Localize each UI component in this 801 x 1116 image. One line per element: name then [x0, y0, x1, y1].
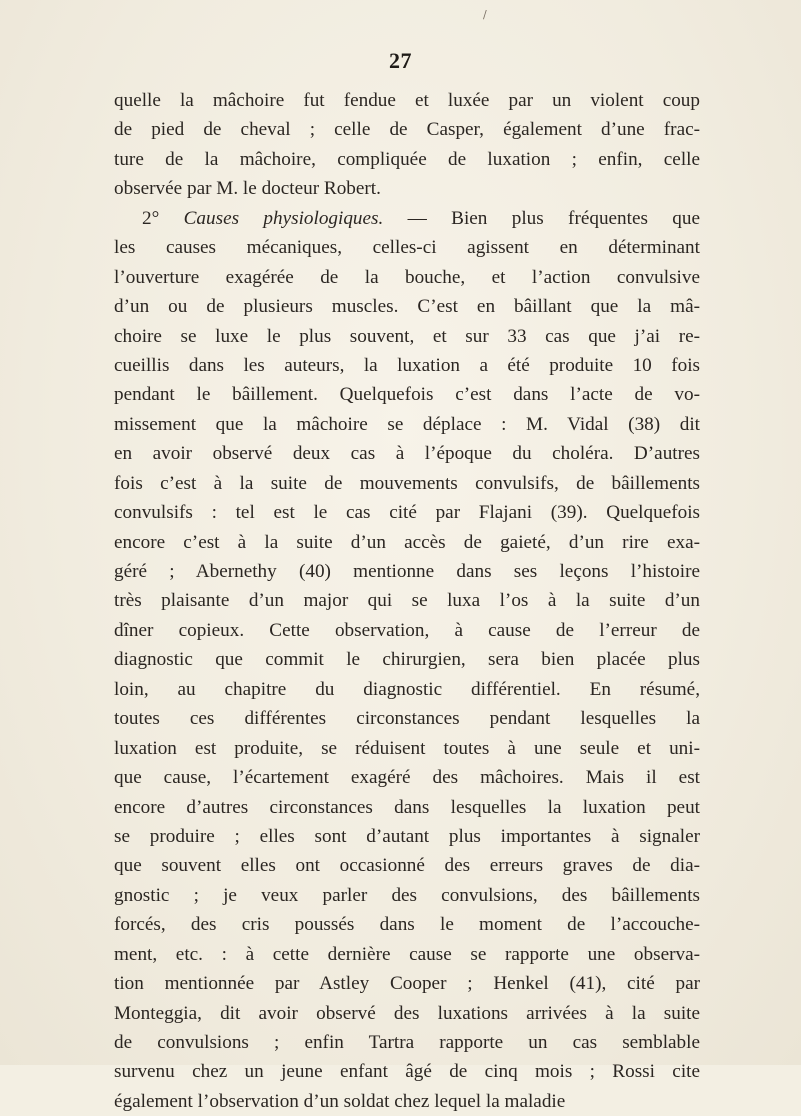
text-line: missement que la mâchoire se déplace : M. Vidal (38) dit — [114, 413, 700, 435]
text-line: tion mentionnée par Astley Cooper ; Henkel (41), cité par — [114, 973, 700, 995]
text-line: très plaisante d’un major qui se luxa l’os à la suite d’un — [114, 590, 700, 612]
text-line: loin, au chapitre du diagnostic différentiel. En résumé, — [114, 678, 700, 700]
section-heading-line — [114, 204, 700, 233]
section-number: 2° — [142, 207, 160, 229]
text-line: de convulsions ; enfin Tartra rapporte un cas semblable — [114, 1032, 700, 1053]
body-text — [114, 86, 700, 1116]
text-line: dîner copieux. Cette observation, à cause de l’erreur de — [114, 619, 700, 641]
text-line: luxation est produite, se réduisent toutes à une seule et uni- — [114, 737, 700, 759]
text-line: fois c’est à la suite de mouvements convulsifs, de bâillements — [114, 472, 700, 494]
text-line: de pied de cheval ; celle de Casper, également d’une frac- — [114, 119, 700, 141]
text-line: toutes ces différentes circonstances pendant lesquelles la — [114, 708, 700, 730]
text-line: géré ; Abernethy (40) mentionne dans ses leçons l’histoire — [114, 561, 700, 582]
text-line: ment, etc. : à cette dernière cause se rapporte une observa- — [114, 943, 700, 965]
text-line: ture de la mâchoire, compliquée de luxation ; enfin, celle — [114, 148, 700, 170]
page-number: 27 — [389, 48, 412, 73]
text-line: se produire ; elles sont d’autant plus importantes à signaler — [114, 825, 700, 847]
text-line: que cause, l’écartement exagéré des mâchoires. Mais il est — [114, 767, 700, 789]
text-line: observée par M. le docteur Robert. — [114, 178, 381, 200]
text-line: diagnostic que commit le chirurgien, sera bien placée plus — [114, 649, 700, 671]
text-line: Monteggia, dit avoir observé des luxations arrivées à la suite — [114, 1002, 700, 1024]
text-line: que souvent elles ont occasionné des erreurs graves de dia- — [114, 855, 700, 877]
text-line: cueillis dans les auteurs, la luxation a été produite 10 fois — [114, 354, 700, 376]
text-line: encore c’est à la suite d’un accès de gaieté, d’un rire exa- — [114, 531, 700, 553]
text-line: également l’observation d’un soldat chez lequel la maladie — [114, 1090, 566, 1112]
text-line: pendant le bâillement. Quelquefois c’est dans l’acte de vo- — [114, 384, 700, 406]
text-line: gnostic ; je veux parler des convulsions, des bâillements — [114, 884, 700, 906]
text-line: survenu chez un jeune enfant âgé de cinq mois ; Rossi cite — [114, 1061, 700, 1083]
text-line: convulsifs : tel est le cas cité par Flajani (39). Quelquefois — [114, 502, 700, 524]
text-line: choire se luxe le plus souvent, et sur 33 cas que j’ai re- — [114, 325, 700, 347]
text-line: d’un ou de plusieurs muscles. C’est en bâillant que la mâ- — [114, 296, 700, 318]
section-heading: Causes physiologiques. — [183, 207, 384, 229]
text-line: en avoir observé deux cas à l’époque du choléra. D’autres — [114, 443, 700, 465]
text-line: encore d’autres circonstances dans lesquelles la luxation peut — [114, 796, 700, 818]
text-line: l’ouverture exagérée de la bouche, et l’action convulsive — [114, 266, 700, 288]
stray-mark: / — [483, 8, 487, 21]
text-line: les causes mécaniques, celles-ci agissent en déterminant — [114, 237, 700, 259]
text-line: quelle la mâchoire fut fendue et luxée par un violent coup — [114, 90, 700, 111]
text-line: forcés, des cris poussés dans le moment de l’accouche- — [114, 914, 700, 936]
section-heading-rest: — Bien plus fréquentes que — [383, 207, 700, 229]
